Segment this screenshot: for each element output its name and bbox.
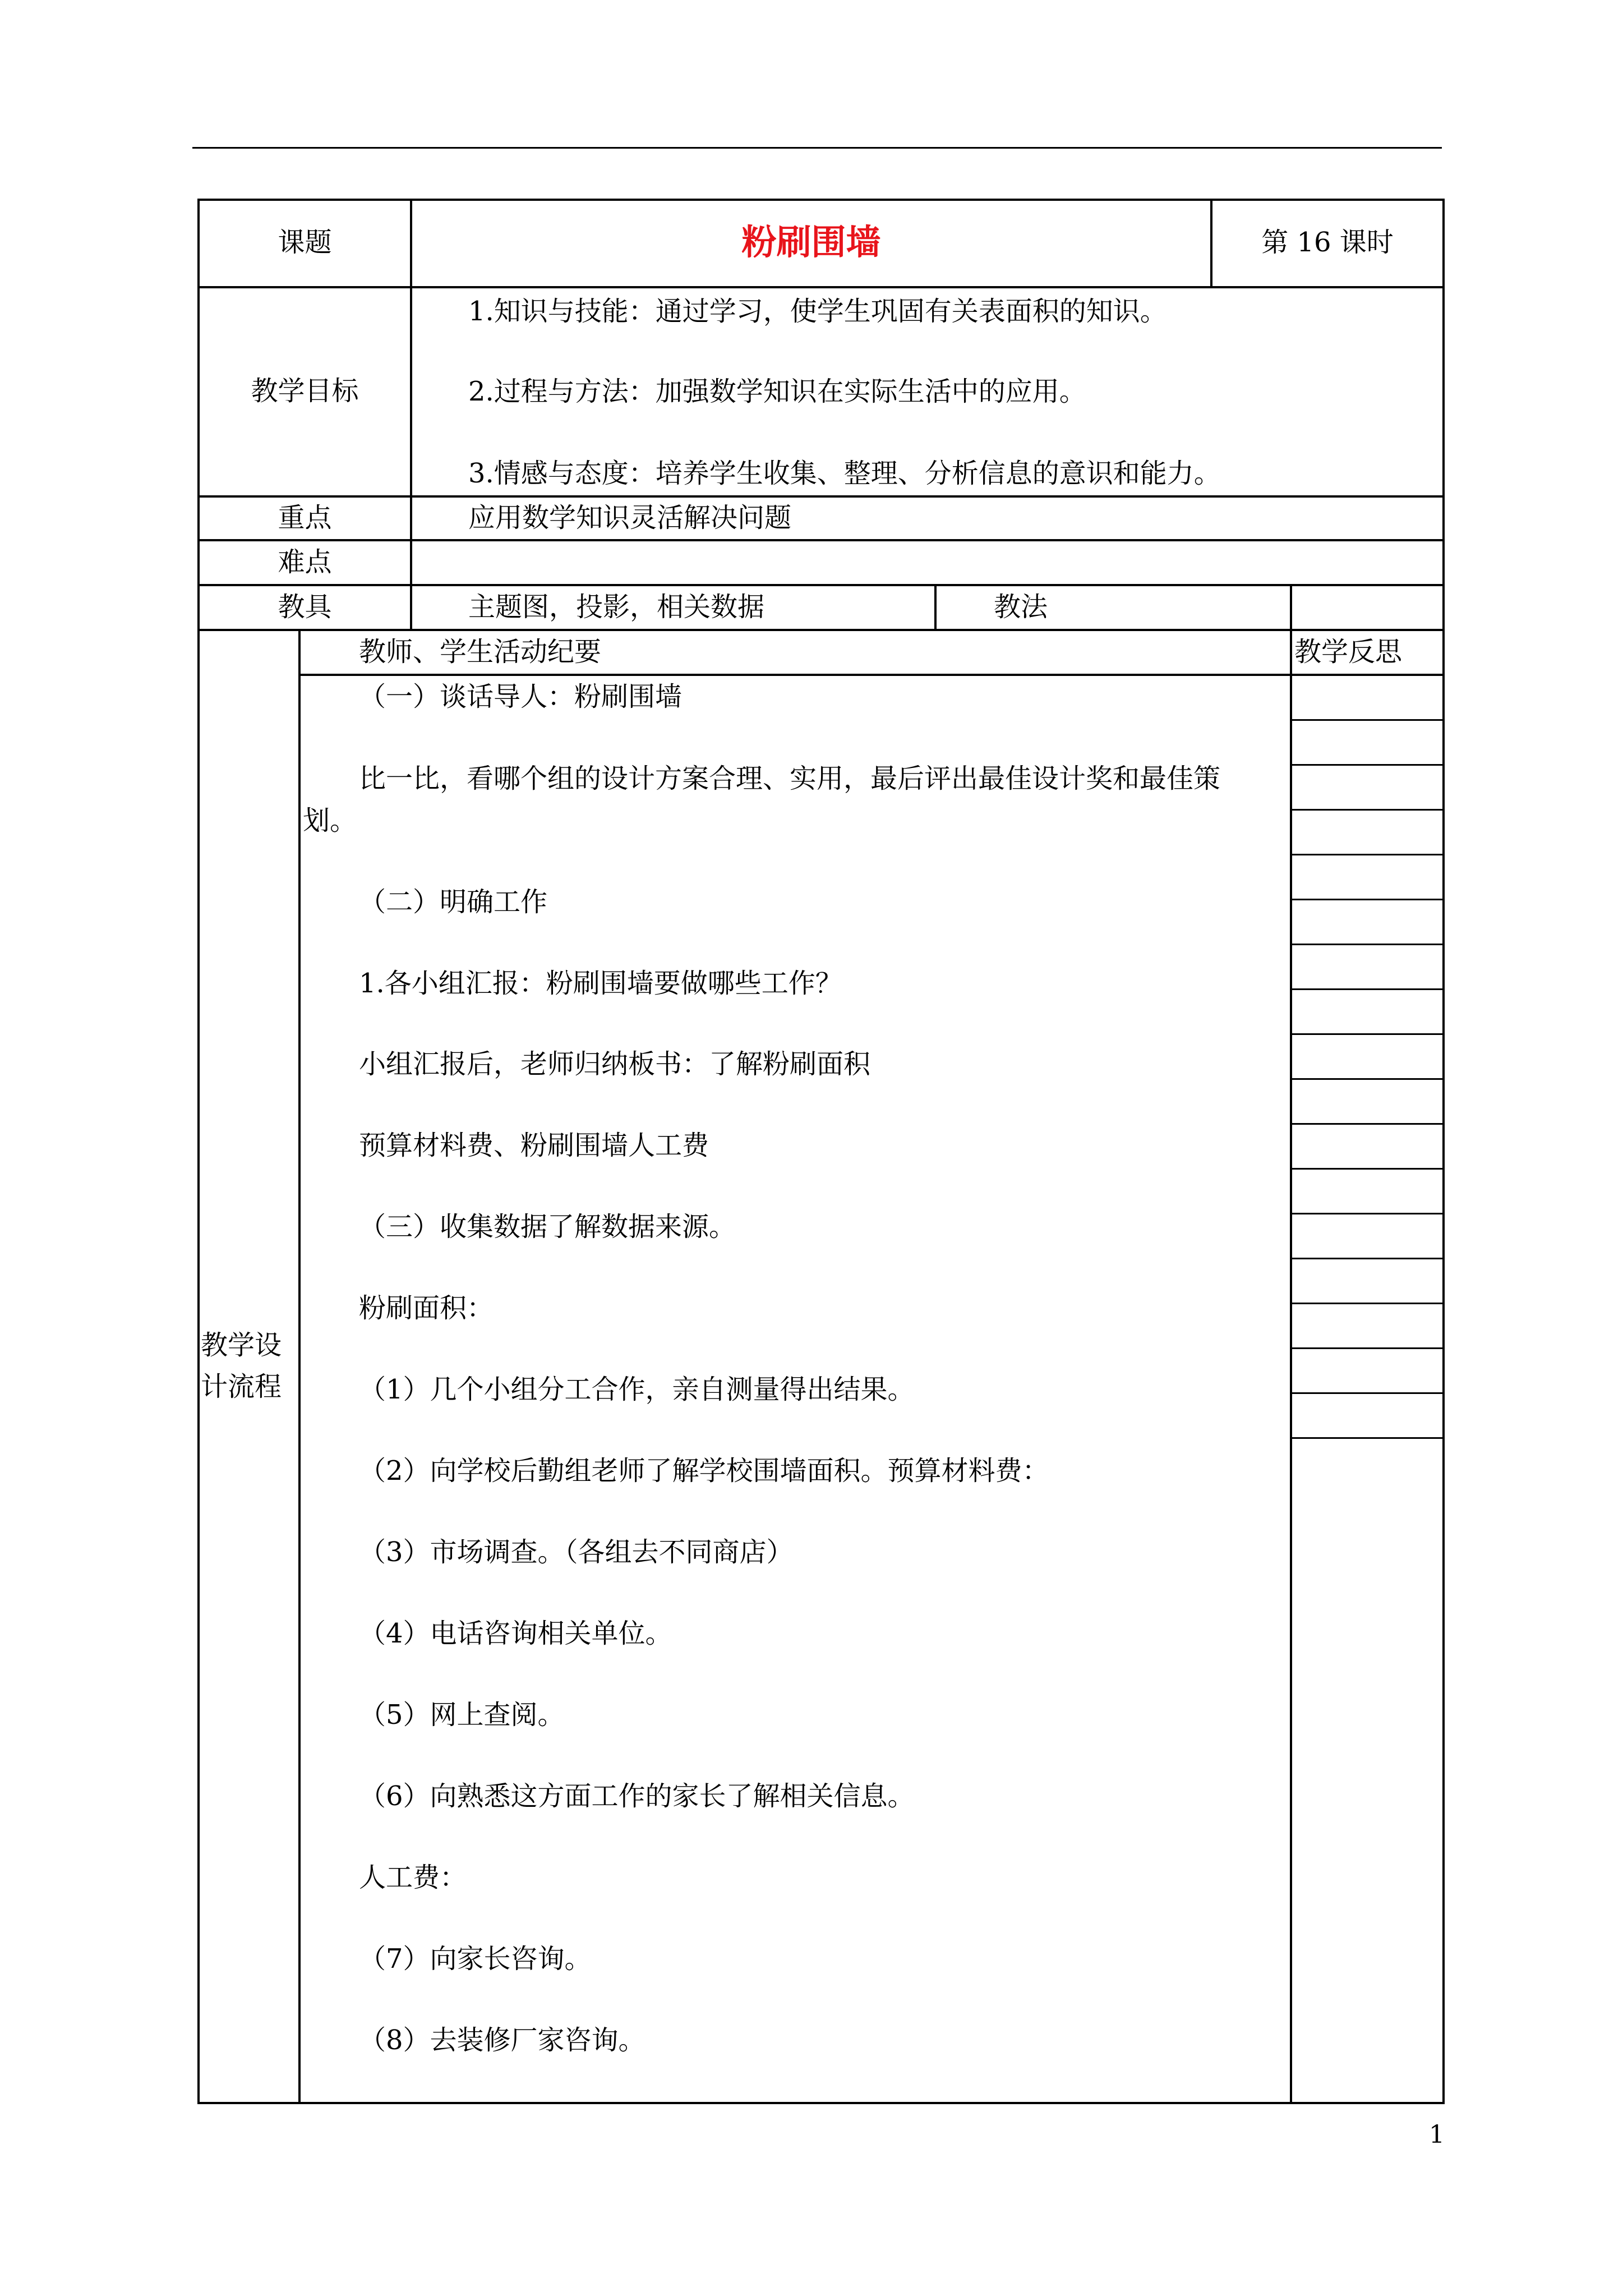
row-divider (197, 584, 1445, 586)
key-point-label: 重点 (278, 502, 332, 533)
header-rule (192, 147, 1442, 149)
reflection-rule (1291, 1258, 1444, 1259)
process-line: 人工费： (359, 1862, 467, 1893)
process-line: （2）向学校后勤组老师了解学校围墙面积。预算材料费： (359, 1455, 1049, 1487)
topic-label: 课题 (278, 227, 332, 258)
process-line: （三）收集数据了解数据来源。 (359, 1211, 736, 1243)
reflection-rule (1291, 988, 1444, 990)
process-line: （7）向家长咨询。 (359, 1943, 592, 1975)
reflection-rule (1291, 1078, 1444, 1080)
reflection-rule (1291, 1347, 1444, 1349)
process-line: 预算材料费、粉刷围墙人工费 (359, 1130, 709, 1161)
objective-item: 3.情感与态度：培养学生收集、整理、分析信息的意识和能力。 (468, 458, 1221, 489)
reflection-rule (1291, 719, 1444, 721)
process-line: （4）电话咨询相关单位。 (359, 1618, 672, 1649)
process-line: 小组汇报后，老师归纳板书：了解粉刷面积 (359, 1048, 871, 1080)
process-line: （8）去装修厂家咨询。 (359, 2024, 645, 2056)
col-divider (934, 584, 937, 631)
table-border-left (197, 199, 200, 2104)
table-border-right (1442, 199, 1445, 2104)
row-divider (298, 674, 1445, 676)
table-border-bottom (197, 2102, 1445, 2104)
table-border-top (197, 199, 1445, 201)
method-label: 教法 (994, 591, 1048, 623)
reflection-rule (1291, 1437, 1444, 1439)
reflection-rule (1291, 764, 1444, 766)
tools-value: 主题图，投影，相关数据 (468, 591, 765, 623)
reflection-rule (1291, 1033, 1444, 1035)
lesson-period: 第 16 课时 (1261, 227, 1394, 258)
key-point-value: 应用数学知识灵活解决问题 (468, 502, 792, 533)
row-divider (197, 495, 1445, 498)
page-number: 1 (1429, 2120, 1445, 2149)
reflection-rule (1291, 1392, 1444, 1394)
reflection-rule (1291, 899, 1444, 900)
reflection-rule (1291, 944, 1444, 945)
col-divider (1290, 584, 1292, 2104)
reflection-rule (1291, 1123, 1444, 1125)
process-line: （1）几个小组分工合作，亲自测量得出结果。 (359, 1374, 915, 1405)
process-line: 1.各小组汇报：粉刷围墙要做哪些工作？ (359, 968, 842, 999)
reflection-header: 教学反思 (1294, 636, 1403, 668)
objective-item: 2.过程与方法：加强数学知识在实际生活中的应用。 (468, 376, 1086, 407)
process-line: （一）谈话导人：粉刷围墙 (359, 681, 683, 712)
reflection-rule (1291, 1213, 1444, 1214)
col-divider (298, 629, 301, 2104)
lesson-title: 粉刷围墙 (741, 222, 881, 263)
row-divider (197, 286, 1445, 288)
process-label-line1: 教学设 (201, 1329, 282, 1361)
process-line: 粉刷面积： (359, 1292, 494, 1324)
reflection-rule (1291, 854, 1444, 855)
row-divider (197, 539, 1445, 541)
process-line: （3）市场调查。（各组去不同商店） (359, 1536, 794, 1568)
process-label-line2: 计流程 (201, 1371, 282, 1402)
reflection-rule (1291, 1303, 1444, 1304)
process-line: （二）明确工作 (359, 886, 548, 918)
row-divider (197, 629, 1445, 631)
objective-item: 1.知识与技能：通过学习，使学生巩固有关表面积的知识。 (468, 296, 1167, 327)
tools-label: 教具 (278, 591, 332, 623)
objectives-label: 教学目标 (251, 375, 359, 407)
process-line: 划。 (303, 805, 357, 836)
process-line: 比一比，看哪个组的设计方案合理、实用，最后评出最佳设计奖和最佳策 (359, 763, 1221, 794)
process-line: （5）网上查阅。 (359, 1699, 565, 1731)
activity-header: 教师、学生活动纪要 (359, 636, 602, 668)
reflection-rule (1291, 1168, 1444, 1170)
reflection-rule (1291, 809, 1444, 811)
process-line: （6）向熟悉这方面工作的家长了解相关信息。 (359, 1780, 915, 1812)
difficulty-label: 难点 (278, 546, 332, 578)
